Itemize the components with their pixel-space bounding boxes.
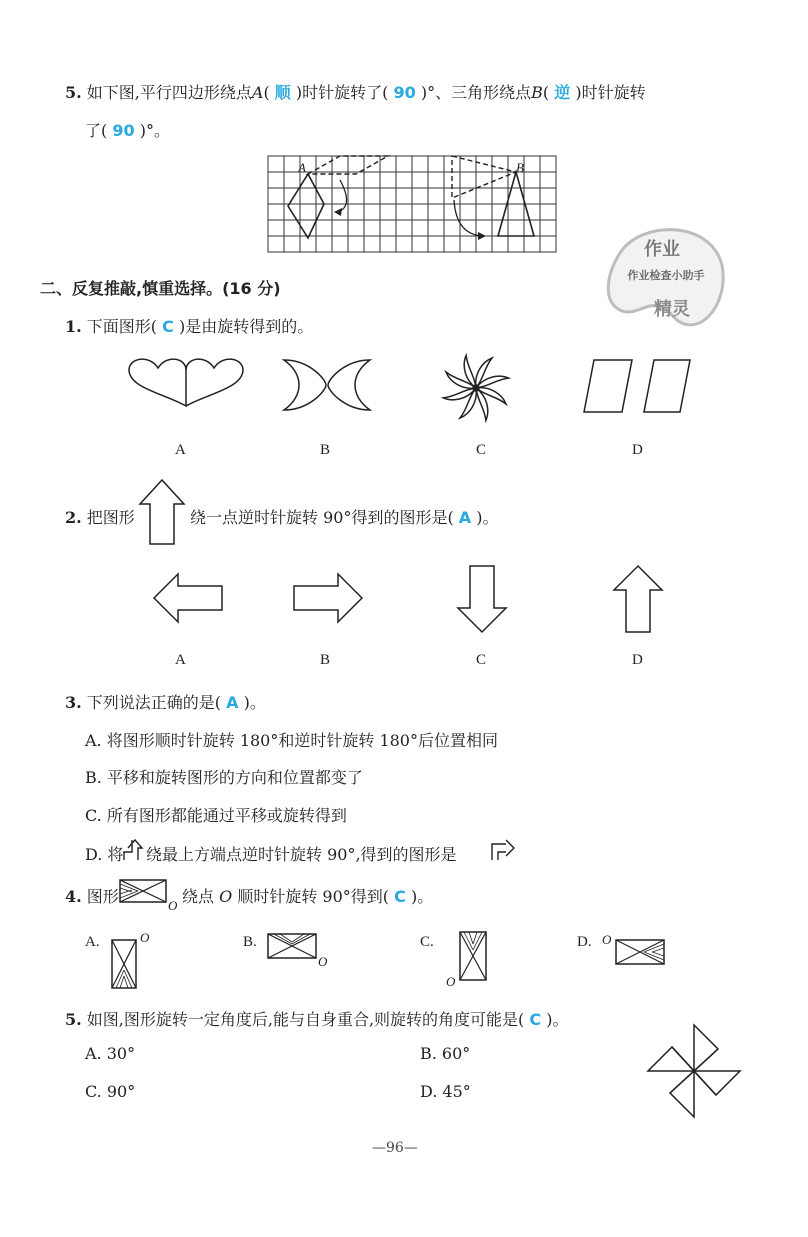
- q1-label-d: D: [632, 442, 643, 458]
- solid-parallelogram: [288, 174, 324, 238]
- q2-label-a: A: [175, 652, 186, 668]
- q4-label-d: D.: [577, 934, 592, 950]
- q3-option-c: C. 所有图形都能通过平移或旋转得到: [85, 806, 347, 825]
- dashed-triangle: [452, 156, 516, 198]
- answer-direction-2: 逆: [554, 83, 571, 102]
- q5-option-c: C. 90°: [85, 1082, 136, 1101]
- q2-option-a-left-arrow: [152, 570, 226, 626]
- q2-option-b-right-arrow: [290, 570, 364, 626]
- q2-answer: A: [458, 508, 472, 527]
- rotation-grid-figure: [268, 156, 558, 256]
- page-number: —96—: [372, 1140, 418, 1156]
- q4-label-b: B.: [243, 934, 257, 950]
- answer-direction-1: 顺: [274, 83, 291, 102]
- q1-label-a: A: [175, 442, 186, 458]
- q5-option-d: D. 45°: [420, 1082, 471, 1101]
- q4-line-start: 4. 图形: [65, 887, 119, 906]
- grid-lines: [268, 156, 556, 252]
- q2-up-arrow-figure: [138, 478, 188, 546]
- q5-top-line2: 了( 90 )°。: [85, 121, 170, 140]
- q3-line: 3. 下列说法正确的是( A )。: [65, 693, 266, 712]
- q4-hatched-rectangle: [118, 876, 180, 912]
- answer-degree-2: 90: [112, 121, 135, 140]
- q3-option-d-end: 绕最上方端点逆时针旋转 90°,得到的图形是: [146, 845, 457, 864]
- q5-option-a: A. 30°: [85, 1044, 136, 1063]
- grid-label-b: B: [516, 160, 524, 175]
- q5-option-b: B. 60°: [420, 1044, 471, 1063]
- svg-text:O: O: [168, 898, 178, 913]
- q3-option-d-start: D. 将: [85, 845, 124, 864]
- q1-line: 1. 下面图形( C )是由旋转得到的。: [65, 317, 314, 336]
- q4-option-d-figure: [600, 930, 670, 970]
- answer-degree-1: 90: [393, 83, 416, 102]
- q5-line: 5. 如图,图形旋转一定角度后,能与自身重合,则旋转的角度可能是( C )。: [65, 1010, 569, 1029]
- stamp-line2: 作业检查小助手: [627, 269, 705, 282]
- svg-text:O: O: [446, 974, 456, 989]
- q1-label-c: C: [476, 442, 487, 458]
- rotation-arrow-2: [454, 200, 482, 236]
- q2-label-b: B: [320, 652, 331, 668]
- q1-figure-a-hearts: [125, 358, 250, 410]
- q1-label-b: B: [320, 442, 331, 458]
- q3-hook-arrow-right-icon: [490, 838, 516, 862]
- q1-figure-d-parallelograms: [582, 358, 692, 414]
- q1-figure-b-moons: [280, 358, 375, 412]
- q2-option-c-down-arrow: [454, 564, 510, 634]
- q1-answer: C: [162, 317, 174, 336]
- svg-text:O: O: [140, 930, 150, 945]
- stamp-line3: 精灵: [654, 299, 690, 320]
- q3-hook-arrow-up-icon: [122, 838, 146, 862]
- q5-pinwheel-figure: [645, 1022, 743, 1120]
- q4-label-a: A.: [85, 934, 100, 950]
- q3-option-a: A. 将图形顺时针旋转 180°和逆时针旋转 180°后位置相同: [85, 731, 498, 750]
- homework-helper-stamp: [600, 215, 730, 350]
- q4-answer: C: [394, 887, 406, 906]
- q4-option-c-figure: [444, 930, 490, 988]
- q1-figure-c-pinwheel: [442, 354, 510, 422]
- q3-answer: A: [226, 693, 239, 712]
- q5-top-line1: 5. 如下图,平行四边形绕点A( 顺 )时针旋转了( 90 )°、三角形绕点B( 逆 )时针旋转: [65, 83, 646, 102]
- section2-title: 二、反复推敲,慎重选择。(16 分): [40, 279, 281, 298]
- q2-option-d-up-arrow: [610, 564, 666, 634]
- svg-text:O: O: [602, 932, 612, 947]
- stamp-line1: 作业: [644, 239, 680, 260]
- svg-text:O: O: [318, 954, 328, 969]
- q2-label-d: D: [632, 652, 643, 668]
- q4-line-end: 绕点 O 顺时针旋转 90°得到( C )。: [182, 887, 434, 906]
- grid-label-a: A: [298, 160, 306, 175]
- q2-line-start: 2. 把图形: [65, 508, 135, 527]
- q3-option-b: B. 平移和旋转图形的方向和位置都变了: [85, 768, 363, 787]
- q4-option-a-figure: [110, 930, 154, 992]
- rotation-arrow-1: [338, 180, 347, 212]
- q2-label-c: C: [476, 652, 487, 668]
- q5-answer: C: [529, 1010, 542, 1029]
- q2-line-end: 绕一点逆时针旋转 90°得到的图形是( A )。: [190, 508, 499, 527]
- q4-option-b-figure: [266, 930, 336, 968]
- q4-label-c: C.: [420, 934, 434, 950]
